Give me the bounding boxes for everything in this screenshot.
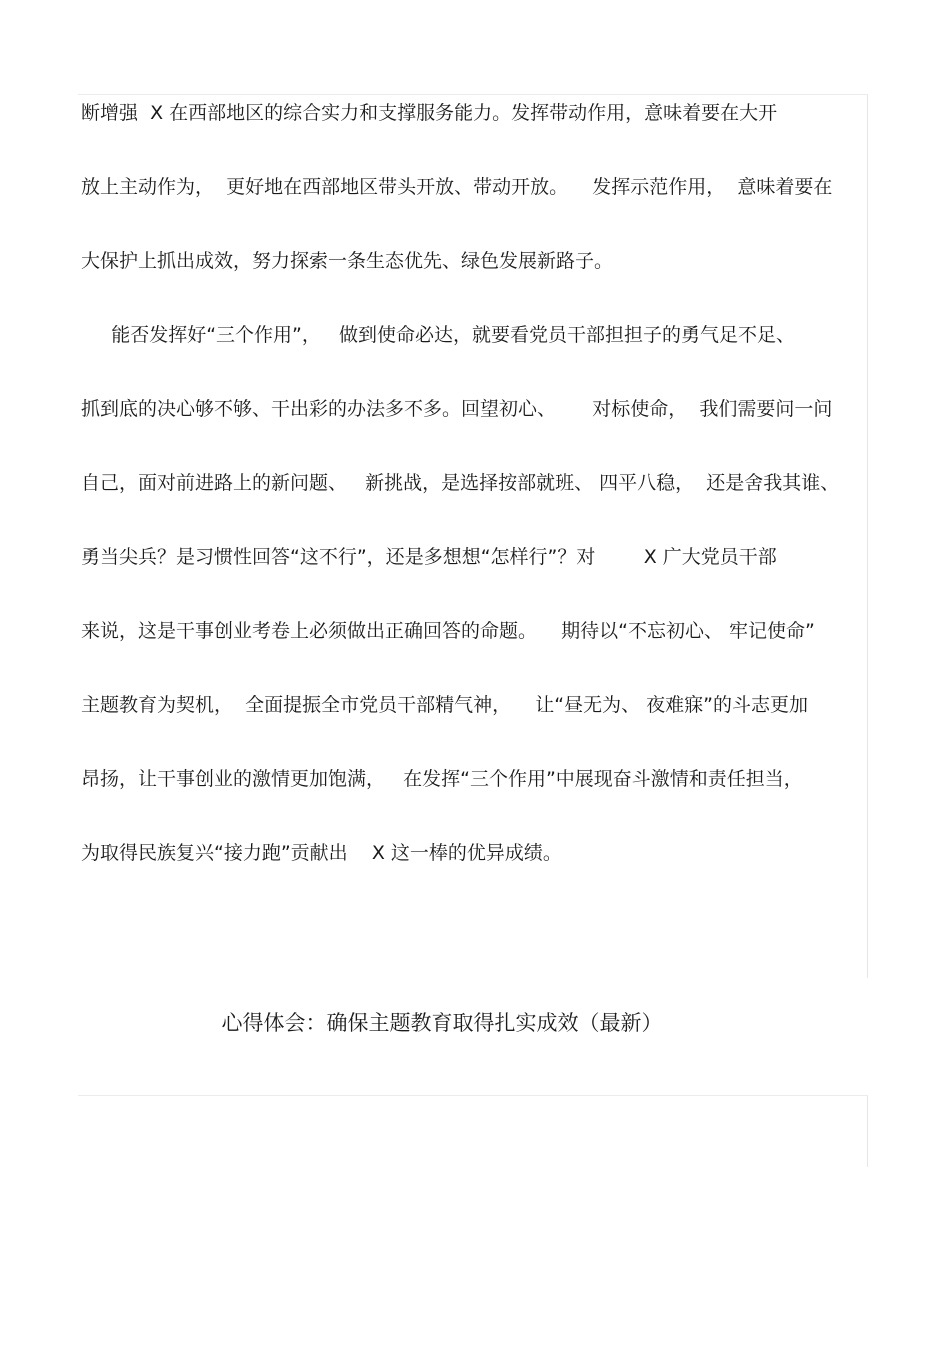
- paragraph-line-2: 放上主动作为， 更好地在西部地区带头开放、带动开放。 发挥示范作用， 意味着要在: [81, 176, 833, 198]
- paragraph-line-1: 断增强 X 在西部地区的综合实力和支撑服务能力。发挥带动作用，意味着要在大开: [81, 102, 778, 124]
- paragraph-line-9: 主题教育为契机， 全面提振全市党员干部精气神， 让“昼无为、 夜难寐”的斗志更加: [81, 694, 808, 716]
- paragraph-line-5: 抓到底的决心够不够、干出彩的办法多不多。回望初心、 对标使命， 我们需要问一问: [81, 398, 833, 420]
- paragraph-line-3: 大保护上抓出成效，努力探索一条生态优先、绿色发展新路子。: [81, 250, 614, 272]
- paragraph-line-4: 能否发挥好“三个作用”， 做到使命必达，就要看党员干部担担子的勇气足不足、: [81, 324, 796, 346]
- section-heading: 心得体会：确保主题教育取得扎实成效（最新）: [221, 1011, 663, 1035]
- paragraph-line-8: 来说，这是干事创业考卷上必须做出正确回答的命题。 期待以“不忘初心、 牢记使命”: [81, 620, 815, 642]
- paragraph-line-10: 昂扬，让干事创业的激情更加饱满， 在发挥“三个作用”中展现奋斗激情和责任担当，: [81, 768, 803, 790]
- paragraph-line-11: 为取得民族复兴“接力跑”贡献出 X 这一棒的优异成绩。: [81, 842, 562, 864]
- page-frame-bottom: [78, 1095, 868, 1167]
- paragraph-line-7: 勇当尖兵？是习惯性回答“这不行”，还是多想想“怎样行”？对 X 广大党员干部: [81, 546, 777, 568]
- paragraph-line-6: 自己，面对前进路上的新问题、 新挑战，是选择按部就班、 四平八稳， 还是舍我其谁、: [81, 472, 840, 494]
